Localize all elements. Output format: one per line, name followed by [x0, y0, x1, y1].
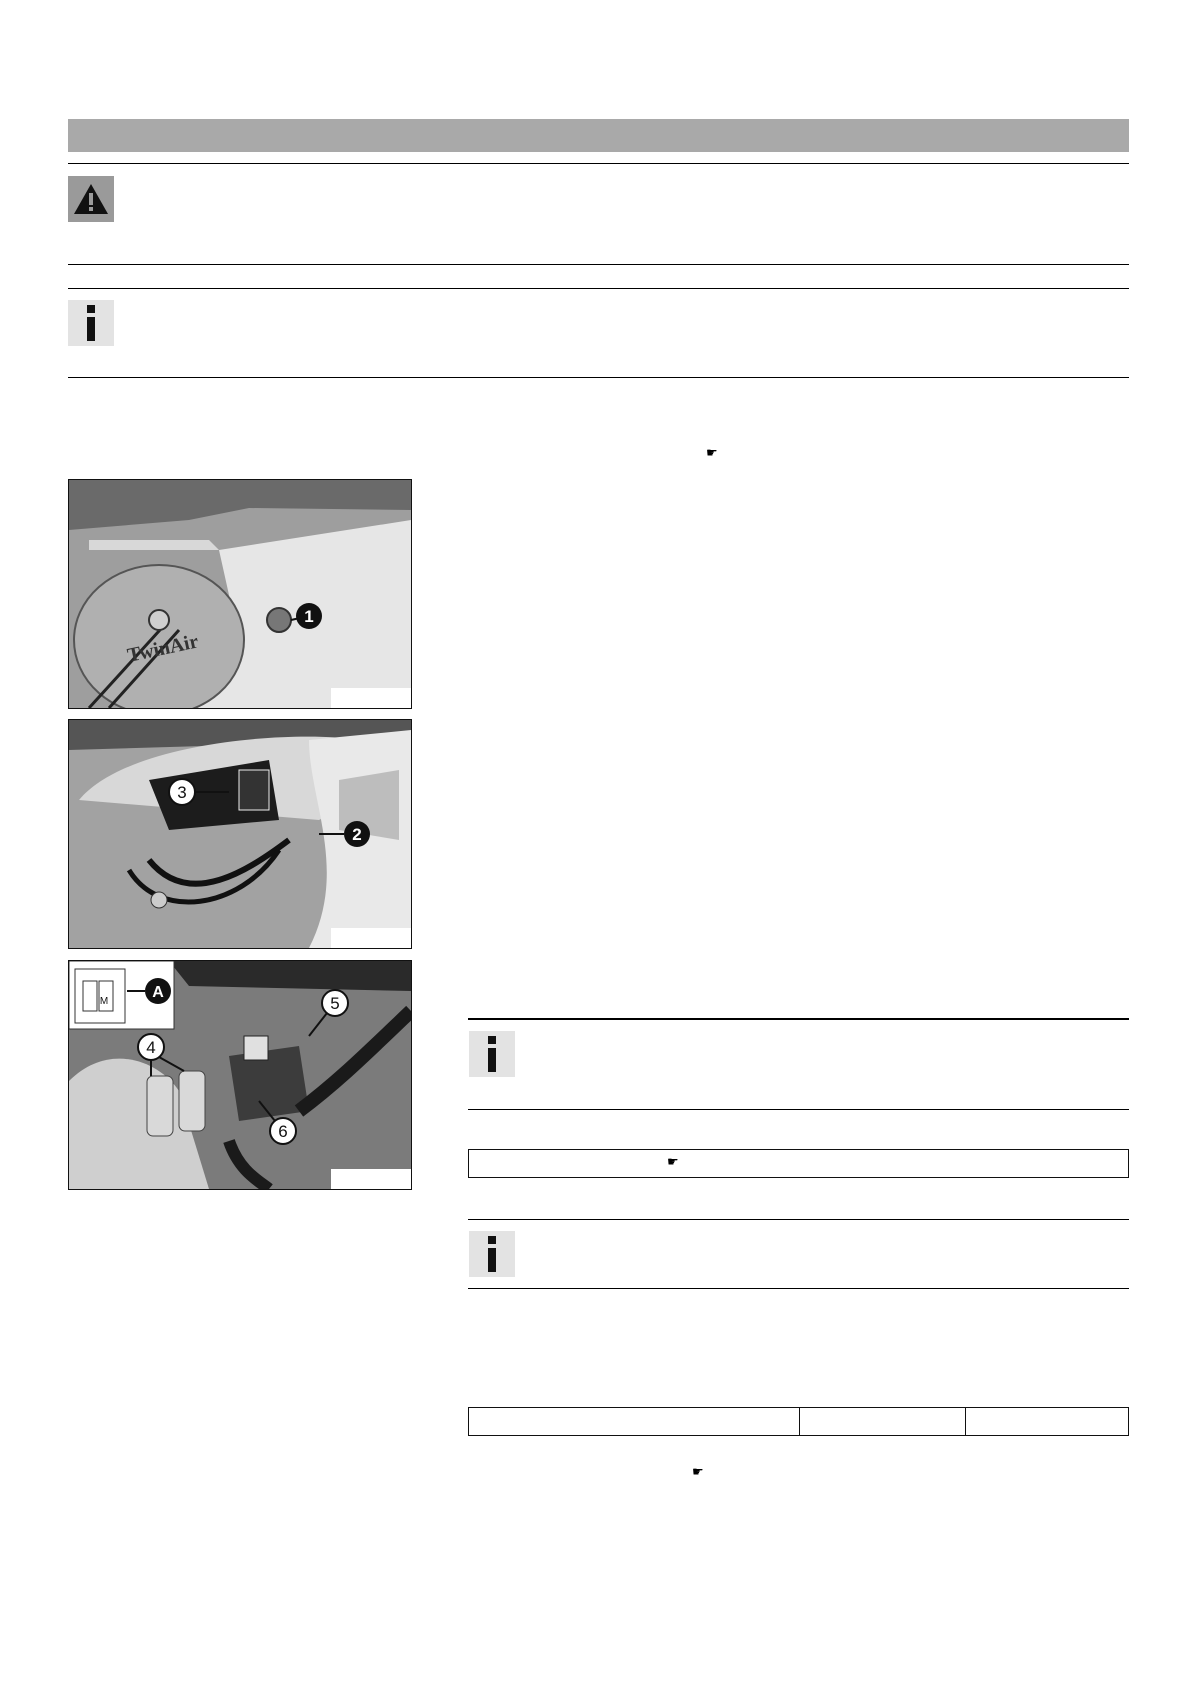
pointing-hand-icon[interactable]: ☛ — [692, 1465, 704, 1480]
info2-bottom-rule — [468, 1109, 1129, 1110]
figure-2-photo — [68, 719, 412, 949]
info-icon — [469, 1031, 515, 1077]
spec-table-cell — [469, 1408, 800, 1435]
warning-bottom-rule — [68, 264, 1129, 265]
figure-3-photo — [68, 960, 412, 1190]
callout-6: 6 — [278, 1122, 288, 1141]
section-header-bar — [68, 119, 1129, 152]
callout-2: 2 — [352, 825, 362, 844]
warning-icon — [68, 176, 114, 222]
warning-triangle-icon — [73, 183, 109, 215]
photo-brand-logo: TwinAir — [125, 630, 201, 667]
info-icon — [469, 1231, 515, 1277]
pointing-hand-icon[interactable]: ☛ — [667, 1155, 679, 1170]
figure-1-label-tab — [331, 688, 411, 708]
spec-table-cell — [800, 1408, 966, 1435]
pointing-hand-icon[interactable]: ☛ — [706, 446, 718, 461]
spec-table-cell — [966, 1408, 1128, 1435]
callout-5: 5 — [330, 994, 340, 1013]
reference-box — [468, 1149, 1129, 1178]
figure-1-photo — [68, 479, 412, 709]
callout-1: 1 — [304, 607, 314, 626]
figure-3-label-tab — [331, 1169, 411, 1189]
inset-label-a: M — [99, 996, 109, 1007]
spec-table-row — [468, 1407, 1129, 1436]
callout-3: 3 — [177, 783, 187, 802]
info3-top-rule — [468, 1219, 1129, 1220]
warning-top-rule — [68, 163, 1129, 164]
figure-2-label-tab — [331, 928, 411, 948]
callout-a: A — [152, 984, 164, 1001]
callout-4: 4 — [146, 1038, 156, 1057]
info2-top-rule — [468, 1018, 1129, 1020]
info-icon — [68, 300, 114, 346]
info-top-rule — [68, 288, 1129, 289]
info3-bottom-rule — [468, 1288, 1129, 1289]
info-bottom-rule — [68, 377, 1129, 378]
